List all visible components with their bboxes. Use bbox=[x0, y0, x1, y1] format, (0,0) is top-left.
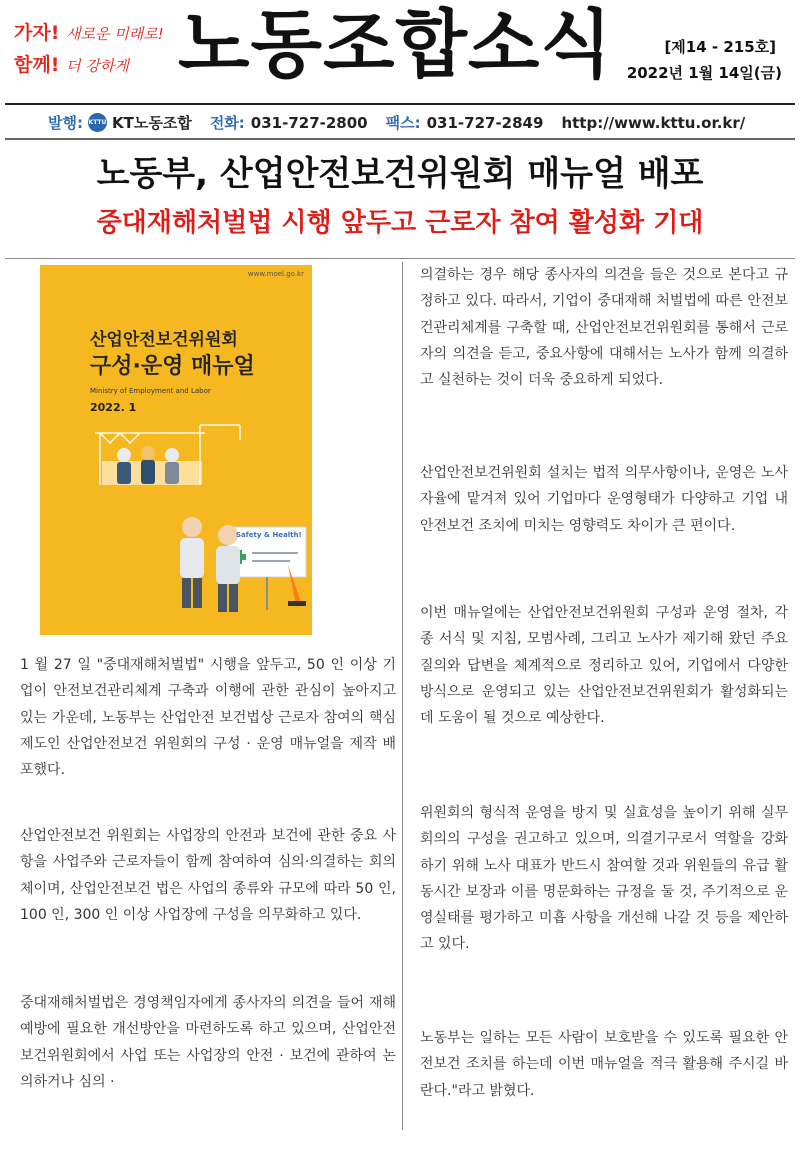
kt-union-logo-icon: KTTU bbox=[88, 113, 107, 132]
right-paragraph-2: 산업안전보건위원회 설치는 법적 의무사항이나, 운영은 노사 자율에 맡겨져 있어 기업마다 운영형태가 다양하고 기업 내 안전보건 조치에 미치는 영향력도 차이가 큰 편이다. bbox=[420, 465, 788, 534]
header-rule bbox=[5, 103, 795, 105]
website-link[interactable]: http://www.kttu.or.kr/ bbox=[561, 113, 746, 132]
cover-board-text: Safety & Health! bbox=[236, 531, 302, 539]
slogan-part-a: 가자! bbox=[14, 22, 60, 44]
right-paragraph-1: 의결하는 경우 해당 종사자의 의견을 들은 것으로 본다고 규정하고 있다. 따라서, 기업이 중대재해 처벌법에 따른 안전보건관리체계를 구축할 때, 산업안전보건위원회를 통해서 근로자의 의견을 듣고, 중요사항에 대해서는 노사가 함께 의결하고 실천하는 것이 더욱 중요하게 되었다. bbox=[420, 267, 788, 389]
right-paragraph-4: 위원회의 형식적 운영을 방지 및 실효성을 높이기 위해 실무회의의 구성을 권고하고 있으며, 의결기구로서 역할을 강화하기 위해 노사 대표가 반드시 참여할 것과 위원들의 유급 활동시간 보장과 이를 명문화하는 규정을 둘 것, 주기적으로 운영실태를 평가하고 미흡 사항을 개선해 나갈 것 등을 제안하고 있다. bbox=[420, 805, 788, 953]
right-paragraph-5: 노동부는 일하는 모든 사람이 보호받을 수 있도록 필요한 안전보건 조치를 하는데 이번 매뉴얼을 적극 활용해 주시길 바란다."라고 밝혔다. bbox=[420, 1030, 788, 1099]
publisher-label: 발행: bbox=[48, 114, 83, 132]
phone-number: 031-727-2800 bbox=[250, 113, 368, 132]
left-paragraph-2: 산업안전보건 위원회는 사업장의 안전과 보건에 관한 중요 사항을 사업주와 근로자들이 함께 참여하여 심의·의결하는 회의체이며, 산업안전보건 법은 사업의 종류와 규모에 따라 50 인, 100 인, 300 인 이상 사업장에 구성을 의무화하고 있다. bbox=[20, 828, 396, 923]
left-paragraph-3: 중대재해처벌법은 경영책임자에게 종사자의 의견을 들어 재해예방에 필요한 개선방안을 마련하도록 하고 있으며, 산업안전보건위원회에서 사업 또는 사업장의 안전 · 보건에 관하여 논의하거나 심의 · bbox=[20, 995, 396, 1090]
cover-ministry: Ministry of Employment and Labor bbox=[90, 387, 211, 395]
article-headline: 노동부, 산업안전보건위원회 매뉴얼 배포 bbox=[96, 154, 704, 194]
section-rule bbox=[5, 258, 795, 259]
cover-illustration bbox=[40, 265, 312, 635]
cover-title-line-1: 산업안전보건위원회 bbox=[90, 330, 238, 350]
cover-title-line-2: 구성·운영 매뉴얼 bbox=[90, 354, 255, 379]
slogan-part-b: 새로운 미래로! bbox=[66, 25, 164, 43]
publisher-name: KT노동조합 bbox=[111, 114, 192, 132]
publication-date: 2022년 1월 14일(금) bbox=[626, 64, 782, 82]
slogan-line-1 bbox=[14, 18, 164, 45]
contact-rule bbox=[5, 138, 795, 140]
fax-number: 031-727-2849 bbox=[426, 113, 544, 132]
cover-website: www.moel.go.kr bbox=[247, 270, 304, 278]
fax-label: 팩스: bbox=[385, 114, 421, 132]
right-paragraph-3: 이번 매뉴얼에는 산업안전보건위원회 구성과 운영 절차, 각종 서식 및 지침, 모범사례, 그리고 노사가 제기해 왔던 주요 질의와 답변을 체계적으로 정리하고 있어, 기업에서 다양한 방식으로 운영되고 있는 산업안전보건위원회가 활성화되는 데 도움이 될 것으로 예상한다. bbox=[420, 605, 788, 727]
cover-date: 2022. 1 bbox=[90, 401, 137, 414]
slogan-part-c: 함께! bbox=[14, 54, 60, 76]
contact-bar bbox=[48, 112, 745, 133]
slogan-line-2 bbox=[14, 50, 129, 77]
article-subheadline: 중대재해처벌법 시행 앞두고 근로자 참여 활성화 기대 bbox=[96, 208, 704, 238]
left-paragraph-1: 1 월 27 일 "중대재해처벌법" 시행을 앞두고, 50 인 이상 기업이 안전보건관리체계 구축과 이행에 관한 관심이 높아지고 있는 가운데, 노동부는 산업안전 보건법상 근로자 참여의 핵심 제도인 산업안전보건 위원회의 구성 · 운영 매뉴얼을 제작 배포했다. bbox=[20, 657, 396, 779]
manual-cover-image bbox=[40, 265, 312, 635]
issue-number: [제14 - 215호] bbox=[664, 38, 776, 56]
phone-label: 전화: bbox=[209, 114, 245, 132]
column-divider bbox=[402, 262, 403, 1130]
newsletter-title: 노동조합소식 bbox=[178, 2, 613, 88]
slogan-part-d: 더 강하게 bbox=[66, 57, 129, 75]
